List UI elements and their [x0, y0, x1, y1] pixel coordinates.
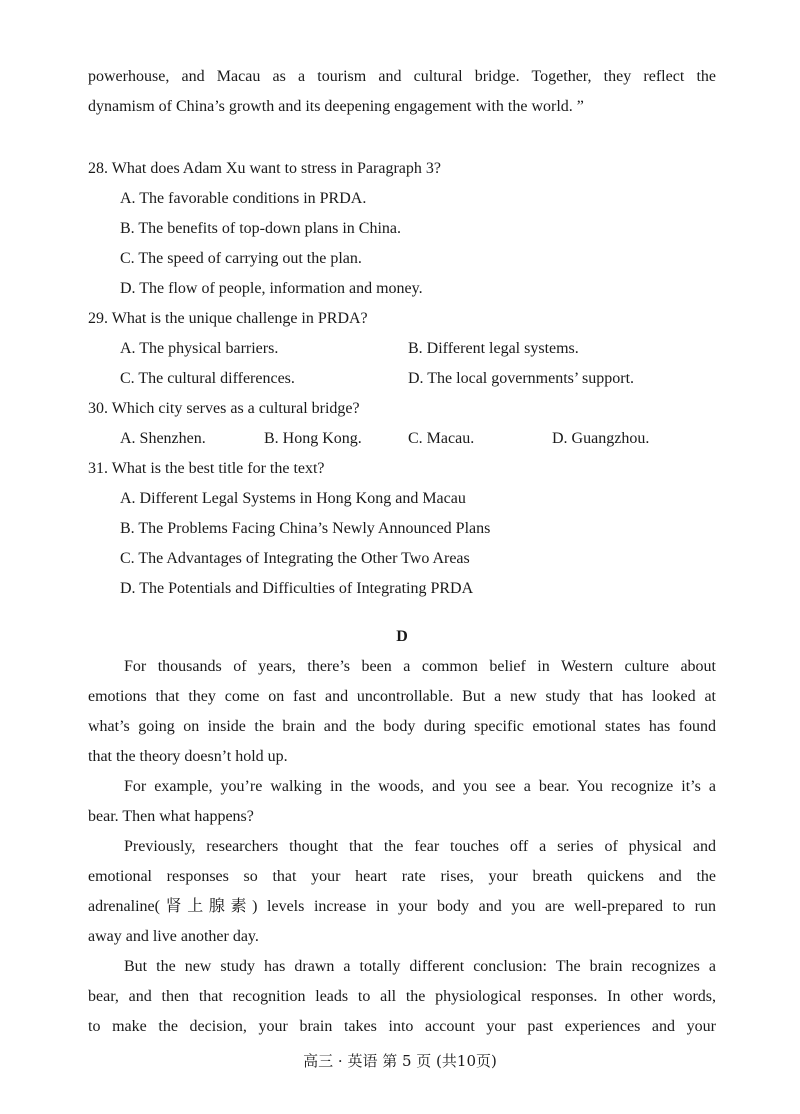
exam-page: [88, 62, 716, 1042]
text-line: to make the decision, your brain takes into account your past experiences and your: [88, 1018, 716, 1035]
paragraph-4: [88, 952, 716, 1042]
option-a: A. Different Legal Systems in Hong Kong and Macau: [120, 490, 466, 507]
text-line: For example, you’re walking in the woods, and you see a bear. You recognize it’s a: [124, 778, 716, 795]
question-31: [88, 454, 716, 604]
text-line: what’s going on inside the brain and the body during specific emotional states has found: [88, 718, 716, 735]
question-stem: 28. What does Adam Xu want to stress in Paragraph 3?: [88, 160, 441, 177]
text-line: emotional responses so that your heart rate rises, your breath quickens and the: [88, 868, 716, 885]
text-line: But the new study has drawn a totally different conclusion: The brain recognizes a: [124, 958, 716, 975]
option-d: D. The flow of people, information and money.: [120, 280, 423, 297]
option-b: B. The benefits of top-down plans in China.: [120, 220, 401, 237]
option-a: A. The favorable conditions in PRDA.: [120, 190, 367, 207]
text-line: emotions that they come on fast and uncontrollable. But a new study that has looked at: [88, 688, 716, 705]
question-29: [88, 304, 716, 394]
option-c: C. The cultural differences.: [120, 370, 295, 387]
question-30: [88, 394, 716, 454]
option-d: D. The local governments’ support.: [408, 370, 635, 387]
page-footer: 高三 · 英语 第 5 页 (共10页): [303, 1052, 497, 1070]
option-row: [88, 364, 716, 394]
option-c: C. The Advantages of Integrating the Other Two Areas: [120, 550, 470, 567]
question-stem: 30. Which city serves as a cultural bridge?: [88, 400, 360, 417]
section-title: D: [396, 628, 408, 645]
option-c: C. Macau.: [408, 430, 475, 447]
text-line: For thousands of years, there’s been a common belief in Western culture about: [124, 658, 716, 675]
paragraph-2: [88, 772, 716, 832]
intro-passage-end: [88, 62, 716, 122]
option-c: C. The speed of carrying out the plan.: [120, 250, 362, 267]
option-row: [88, 424, 716, 454]
text-line: that the theory doesn’t hold up.: [88, 748, 288, 765]
option-row: [88, 334, 716, 364]
option-b: B. Different legal systems.: [408, 340, 579, 357]
option-d: D. Guangzhou.: [552, 430, 650, 447]
text-line: adrenaline(肾上腺素) levels increase in your body and you are well-prepared to run: [88, 898, 716, 915]
text-line: powerhouse, and Macau as a tourism and cultural bridge. Together, they reflect the: [88, 68, 716, 85]
option-a: A. Shenzhen.: [120, 430, 206, 447]
passage-d: [88, 652, 716, 1042]
text-line: bear. Then what happens?: [88, 808, 254, 825]
option-d: D. The Potentials and Difficulties of Integrating PRDA: [120, 580, 474, 597]
text-line: away and live another day.: [88, 928, 259, 945]
paragraph-1: [88, 652, 716, 772]
question-28: [88, 154, 716, 304]
question-stem: 31. What is the best title for the text?: [88, 460, 325, 477]
text-line: bear, and then that recognition leads to all the physiological responses. In other words,: [88, 988, 716, 1005]
option-b: B. Hong Kong.: [264, 430, 362, 447]
paragraph-3: [88, 832, 716, 952]
option-a: A. The physical barriers.: [120, 340, 279, 357]
text-line: dynamism of China’s growth and its deepening engagement with the world. ”: [88, 98, 584, 115]
question-stem: 29. What is the unique challenge in PRDA?: [88, 310, 368, 327]
text-line: Previously, researchers thought that the fear touches off a series of physical and: [124, 838, 716, 855]
option-b: B. The Problems Facing China’s Newly Announced Plans: [120, 520, 491, 537]
